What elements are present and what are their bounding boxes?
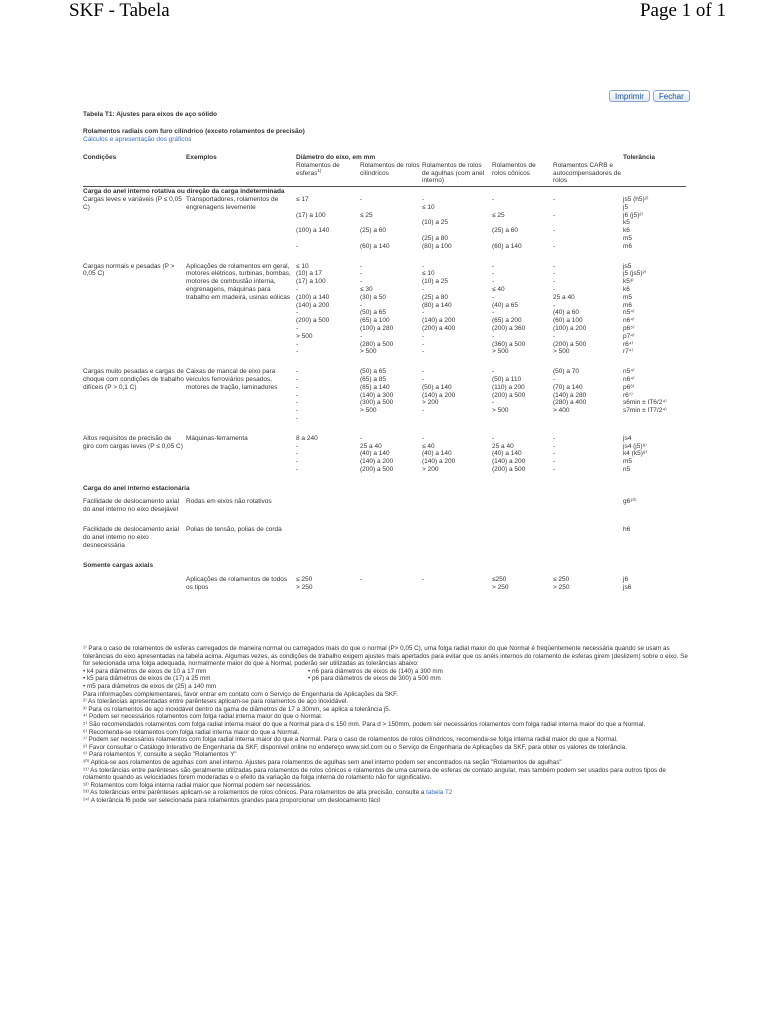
close-button[interactable]: Fechar (653, 90, 690, 102)
cell-examples: Caixas de mancal de eixo para veículos ferroviários pesados, motores de tração, laminadores (186, 368, 278, 391)
cell-conditions: Altos requisitos de precisão de giro com cargas leves (P ≤ 0,05 C) (83, 434, 183, 450)
cell-tolerance: n5⁴⁾ n6⁴⁾ p6⁶⁾ r6⁷⁾ s6min ± IT6/2⁴⁾ s7min ± IT7/2⁴⁾ (623, 368, 667, 415)
cell-examples: Rodas em eixos não rotativos (186, 498, 272, 506)
fits-table (83, 154, 686, 592)
note-8: ⁸⁾ Favor consultar o Catálogo Interativo de Engenharia da SKF, disponível online no endereço www.skf.com ou o Serviço de Engenharia de Aplicações da SKF, para obter os valores de tolerância. (83, 743, 627, 751)
cell-taper: - - - ≤ 40 - (40) a 65 - (65) a 200 (200) a 360 - (360) a 500 > 500 (492, 262, 526, 356)
cell-conditions: Cargas leves e variáveis (P ≤ 0,05 C) (83, 195, 182, 211)
header-needle: Rolamentos de rolos de agulhas (com anel interno) (422, 162, 492, 187)
cell-conditions: Cargas normais e pesadas (P > 0,05 C) (83, 262, 175, 278)
note-bullet: • k4 para diâmetros de eixos de 10 a 17 mm (83, 667, 207, 675)
cell-needle: - ≤ 40 (40) a 140 (140) a 200 > 200 (422, 434, 456, 473)
action-buttons (609, 90, 690, 102)
cell-empty (296, 526, 360, 549)
note-bullet: • m5 para diâmetros de eixos de (25) a 140 mm (83, 682, 217, 690)
cell-carb: (50) a 70 - (70) a 140 (140) a 280 (280) a 400 > 400 (553, 368, 587, 415)
cell-carb: ≤ 250 > 250 (553, 576, 570, 592)
table-row (83, 368, 686, 423)
header-tolerance: Tolerância (623, 154, 656, 161)
cell-needle: - - (50) a 140 (140) a 200 > 200 - (422, 368, 456, 415)
cell-empty (360, 498, 422, 514)
note-3: ³⁾ Para os rolamentos de aço inoxidável dentro da gama de diâmetros de 17 a 30mm, se aplica a tolerância j5. (83, 705, 391, 713)
cell-needle: - (422, 576, 425, 584)
cell-ball: 8 a 240 - - - - (296, 434, 318, 473)
cell-conditions: Cargas muito pesadas e cargas de choque com condições de trabalho difíceis (P > 0,1 C) (83, 368, 184, 391)
cell-taper: - (50) a 110 (110) a 200 (200) a 500 - > 500 (492, 368, 526, 415)
cell-empty (296, 498, 360, 514)
cell-tolerance: js5 (h5)²⁾ j5 j6 (j5)²⁾ k5 k6 m5 m6 (623, 195, 649, 250)
header-examples: Exemplos (186, 154, 217, 161)
note-4: ⁴⁾ Podem ser necessários rolamentos com folga radial interna maior do que o Normal. (83, 713, 323, 721)
note-14: ¹⁴⁾ A tolerância f6 pode ser selecionada para rolamentos grandes para proporcionar um deslocamento fácil (83, 796, 380, 804)
cell-carb: - - - - 25 a 40 - (40) a 60 (60) a 100 (100) a 200 - (200) a 500 > 500 (553, 262, 587, 356)
cell-empty (422, 526, 492, 549)
cell-cyl: - ≤ 25 (25) a 60 (60) a 140 (360, 195, 390, 250)
note-13: ¹³⁾ As tolerâncias entre parênteses aplicam-se a rolamentos de rolos cônicos. Para rolamentos de alta precisão, consulte a tabela T2 (83, 789, 453, 797)
cell-carb: - - - - (553, 195, 556, 250)
header-carb: Rolamentos CARB e autocompensadores de rolos (553, 162, 623, 187)
group-rotating-load: Carga do anel interno rotativa ou direção da carga indeterminada (83, 188, 285, 196)
note-bullet: • n6 para diâmetros de eixos de (140) a 300 mm (308, 667, 443, 675)
note-9: ⁹⁾ Para rolamentos Y, consulte a seção "Rolamentos Y" (83, 751, 237, 759)
cell-tolerance: j6 js6 (623, 576, 632, 592)
note-1: ¹⁾ Para o caso de rolamentos de esferas carregados de maneira normal ou carregados mais do que o normal (P> 0,05 C), uma folga radial maior do que Normal é freqüentemente necessária quando se usam as tolerâncias do eixo apresentadas na tabela acima. Algumas vezes, as condições de trabalho exigem ajustes mais apertados para evitar que os anéis internos do rolamento de esferas girem (deslizem) sobre o eixo. Se for selecionada uma folga adequada, normalmente maior do que a Normal, poderão ser utilizadas as tolerâncias abaixo: (83, 645, 688, 668)
cell-tolerance: js5 j5 (js5)²⁾ k5³⁾ k6 m5 m6 n5⁴⁾ n6⁴⁾ p6⁵⁾ p7⁴⁾ r6⁴⁾ r7⁴⁾ (623, 262, 647, 356)
header-ball: Rolamentos de esferas$^{1)}$ (296, 162, 360, 187)
table-row (83, 196, 686, 251)
cell-taper: - 25 a 40 (40) a 140 (140) a 200 (200) a 500 (492, 434, 526, 473)
cell-ball: - - - - - - - (296, 368, 299, 422)
header-cyl: Rolamentos de rolos cilíndricos (360, 162, 422, 187)
cell-conditions: Facilidade de deslocamento axial do anel interno no eixo desnecessária (83, 526, 180, 549)
cell-cyl: - - - ≤ 30 (30) a 50 - (50) a 65 (65) a 100 (100) a 280 - (280) a 500 > 500 (360, 262, 394, 356)
table-row (83, 576, 686, 592)
cell-ball: ≤ 10 (10) a 17 (17) a 100 - (100) a 140 (140) a 200 - (200) a 500 - > 500 - - (296, 262, 330, 356)
note-bullet: • p6 para diâmetros de eixos de 300) a 500 mm (308, 675, 441, 683)
cell-empty (492, 498, 553, 514)
document-title: SKF - Tabela (69, 0, 170, 21)
table-section (83, 111, 686, 592)
table-row (83, 435, 686, 474)
note-6: ⁶⁾ Recomenda-se rolamentos com folga radial interna maior do que a Normal. (83, 728, 300, 736)
cell-cyl: - 25 a 40 (40) a 140 (140) a 200 (200) a 500 (360, 434, 394, 473)
cell-conditions: Facilidade de deslocamento axial do anel interno no eixo desejável (83, 498, 180, 514)
note-5: ⁵⁾ São recomendados rolamentos com folga radial interna maior do que a Normal para d ≤ 150 mm. Para d > 150mm, podem ser necessários rolamentos com folga radial interna maior do que a Normal. (83, 720, 646, 728)
cell-ball: ≤ 17 (17) a 100 (100) a 140 - (296, 195, 330, 250)
cell-examples: Aplicações de rolamentos de todos os tipos (186, 576, 288, 592)
table-row (83, 263, 686, 357)
cell-examples: Máquinas-ferramenta (186, 434, 248, 442)
header-conditions: Condições (83, 154, 117, 161)
cell-taper: - ≤ 25 (25) a 60 (60) a 140 (492, 195, 522, 250)
print-button[interactable]: Imprimir (609, 90, 650, 102)
cell-cyl: (50) a 65 (65) a 85 (85) a 140 (140) a 300 (300) a 500 > 500 (360, 368, 394, 415)
cell-needle: - ≤ 10 (10) a 25 - (25) a 80 (80) a 140 - (140) a 200 (200) a 400 - - - (422, 262, 456, 356)
footnotes (83, 645, 693, 804)
note-11: ¹¹⁾ As tolerâncias entre parênteses são geralmente utilizadas para rolamentos de rolos cônicos e rolamentos de uma carreira de esferas de contato angular, mas também podem ser usados para outros tipos de rolamento quando as velocidades forem moderadas e o efeito da variação da folga interna do rolamento não for significativo. (83, 766, 666, 782)
header-taper: Rolamentos de rolos cônicos (492, 162, 553, 187)
note-1b: Para informações complementares, favor entrar em contato com o Serviço de Engenharia de Aplicações da SKF. (83, 690, 399, 698)
calc-link[interactable]: Cálculos e apresentação dos gráficos (83, 136, 192, 143)
cell-examples: Transportadores, rolamentos de engrenagens levemente (186, 195, 279, 211)
cell-empty (422, 498, 492, 514)
cell-empty (360, 526, 422, 549)
cell-carb: - - - - - (553, 434, 556, 473)
note-bullet: • k5 para diâmetros de eixos de (17) a 25 mm (83, 675, 211, 683)
table-title: Tabela T1: Ajustes para eixos de aço sólido (83, 111, 218, 118)
cell-needle: - ≤ 10 (10) a 25 (25) a 80 (80) a 100 (422, 195, 452, 250)
note-10: ¹⁰⁾ Aplica-se aos rolamentos de agulhas com anel interno. Ajustes para rolamentos de agulhas sem anel interno podem ser encontrados na seção "Rolamentos de agulhas" (83, 758, 562, 766)
cell-tolerance: h6 (623, 526, 631, 534)
note-12: ¹²⁾ Rolamentos com folga interna radial maior que Normal podem ser necessários. (83, 781, 312, 789)
table-t2-link[interactable]: tabela T2 (426, 789, 453, 797)
page-number: Page 1 of 1 (639, 0, 726, 21)
cell-taper: ≤250 > 250 (492, 576, 509, 592)
note-7: ⁷⁾ Podem ser necessários rolamentos com folga radial interna maior do que a Normal. Para o caso de rolamentos de rolos cilíndricos, recomenda-se folga interna radial maior do que a Normal. (83, 736, 618, 744)
cell-examples: Polias de tensão, polias de corda (186, 526, 282, 534)
table-subtitle: Rolamentos radiais com furo cilíndrico (exceto rolamentos de precisão) (83, 128, 305, 135)
cell-cyl: - (360, 576, 363, 584)
cell-empty (553, 526, 623, 549)
cell-conditions (83, 576, 186, 592)
cell-ball: ≤ 250 > 250 (296, 576, 313, 592)
cell-examples: Aplicações de rolamentos em geral, motores elétricos, turbinas, bombas, motores de combustão interna, engrenagens, máquinas para trabalho em madeira, usinas eólicas (186, 262, 291, 301)
cell-tolerance: js4 js4 (j5)⁸⁾ k4 (k5)⁸⁾ m5 n5 (623, 434, 648, 473)
table-row (83, 526, 686, 549)
cell-empty (553, 498, 623, 514)
table-row (83, 498, 686, 514)
cell-tolerance: g6¹⁰⁾ (623, 498, 637, 506)
group-axial-load: Somente cargas axiais (83, 562, 154, 570)
pdf-header (0, 0, 768, 22)
group-stationary-load: Carga do anel interno estacionária (83, 484, 190, 492)
cell-empty (492, 526, 553, 549)
header-diameter: Diâmetro do eixo, em mm (296, 154, 376, 161)
note-2: ²⁾ As tolerâncias apresentadas entre parênteses aplicam-se para rolamentos de aço inoxidável. (83, 698, 349, 706)
